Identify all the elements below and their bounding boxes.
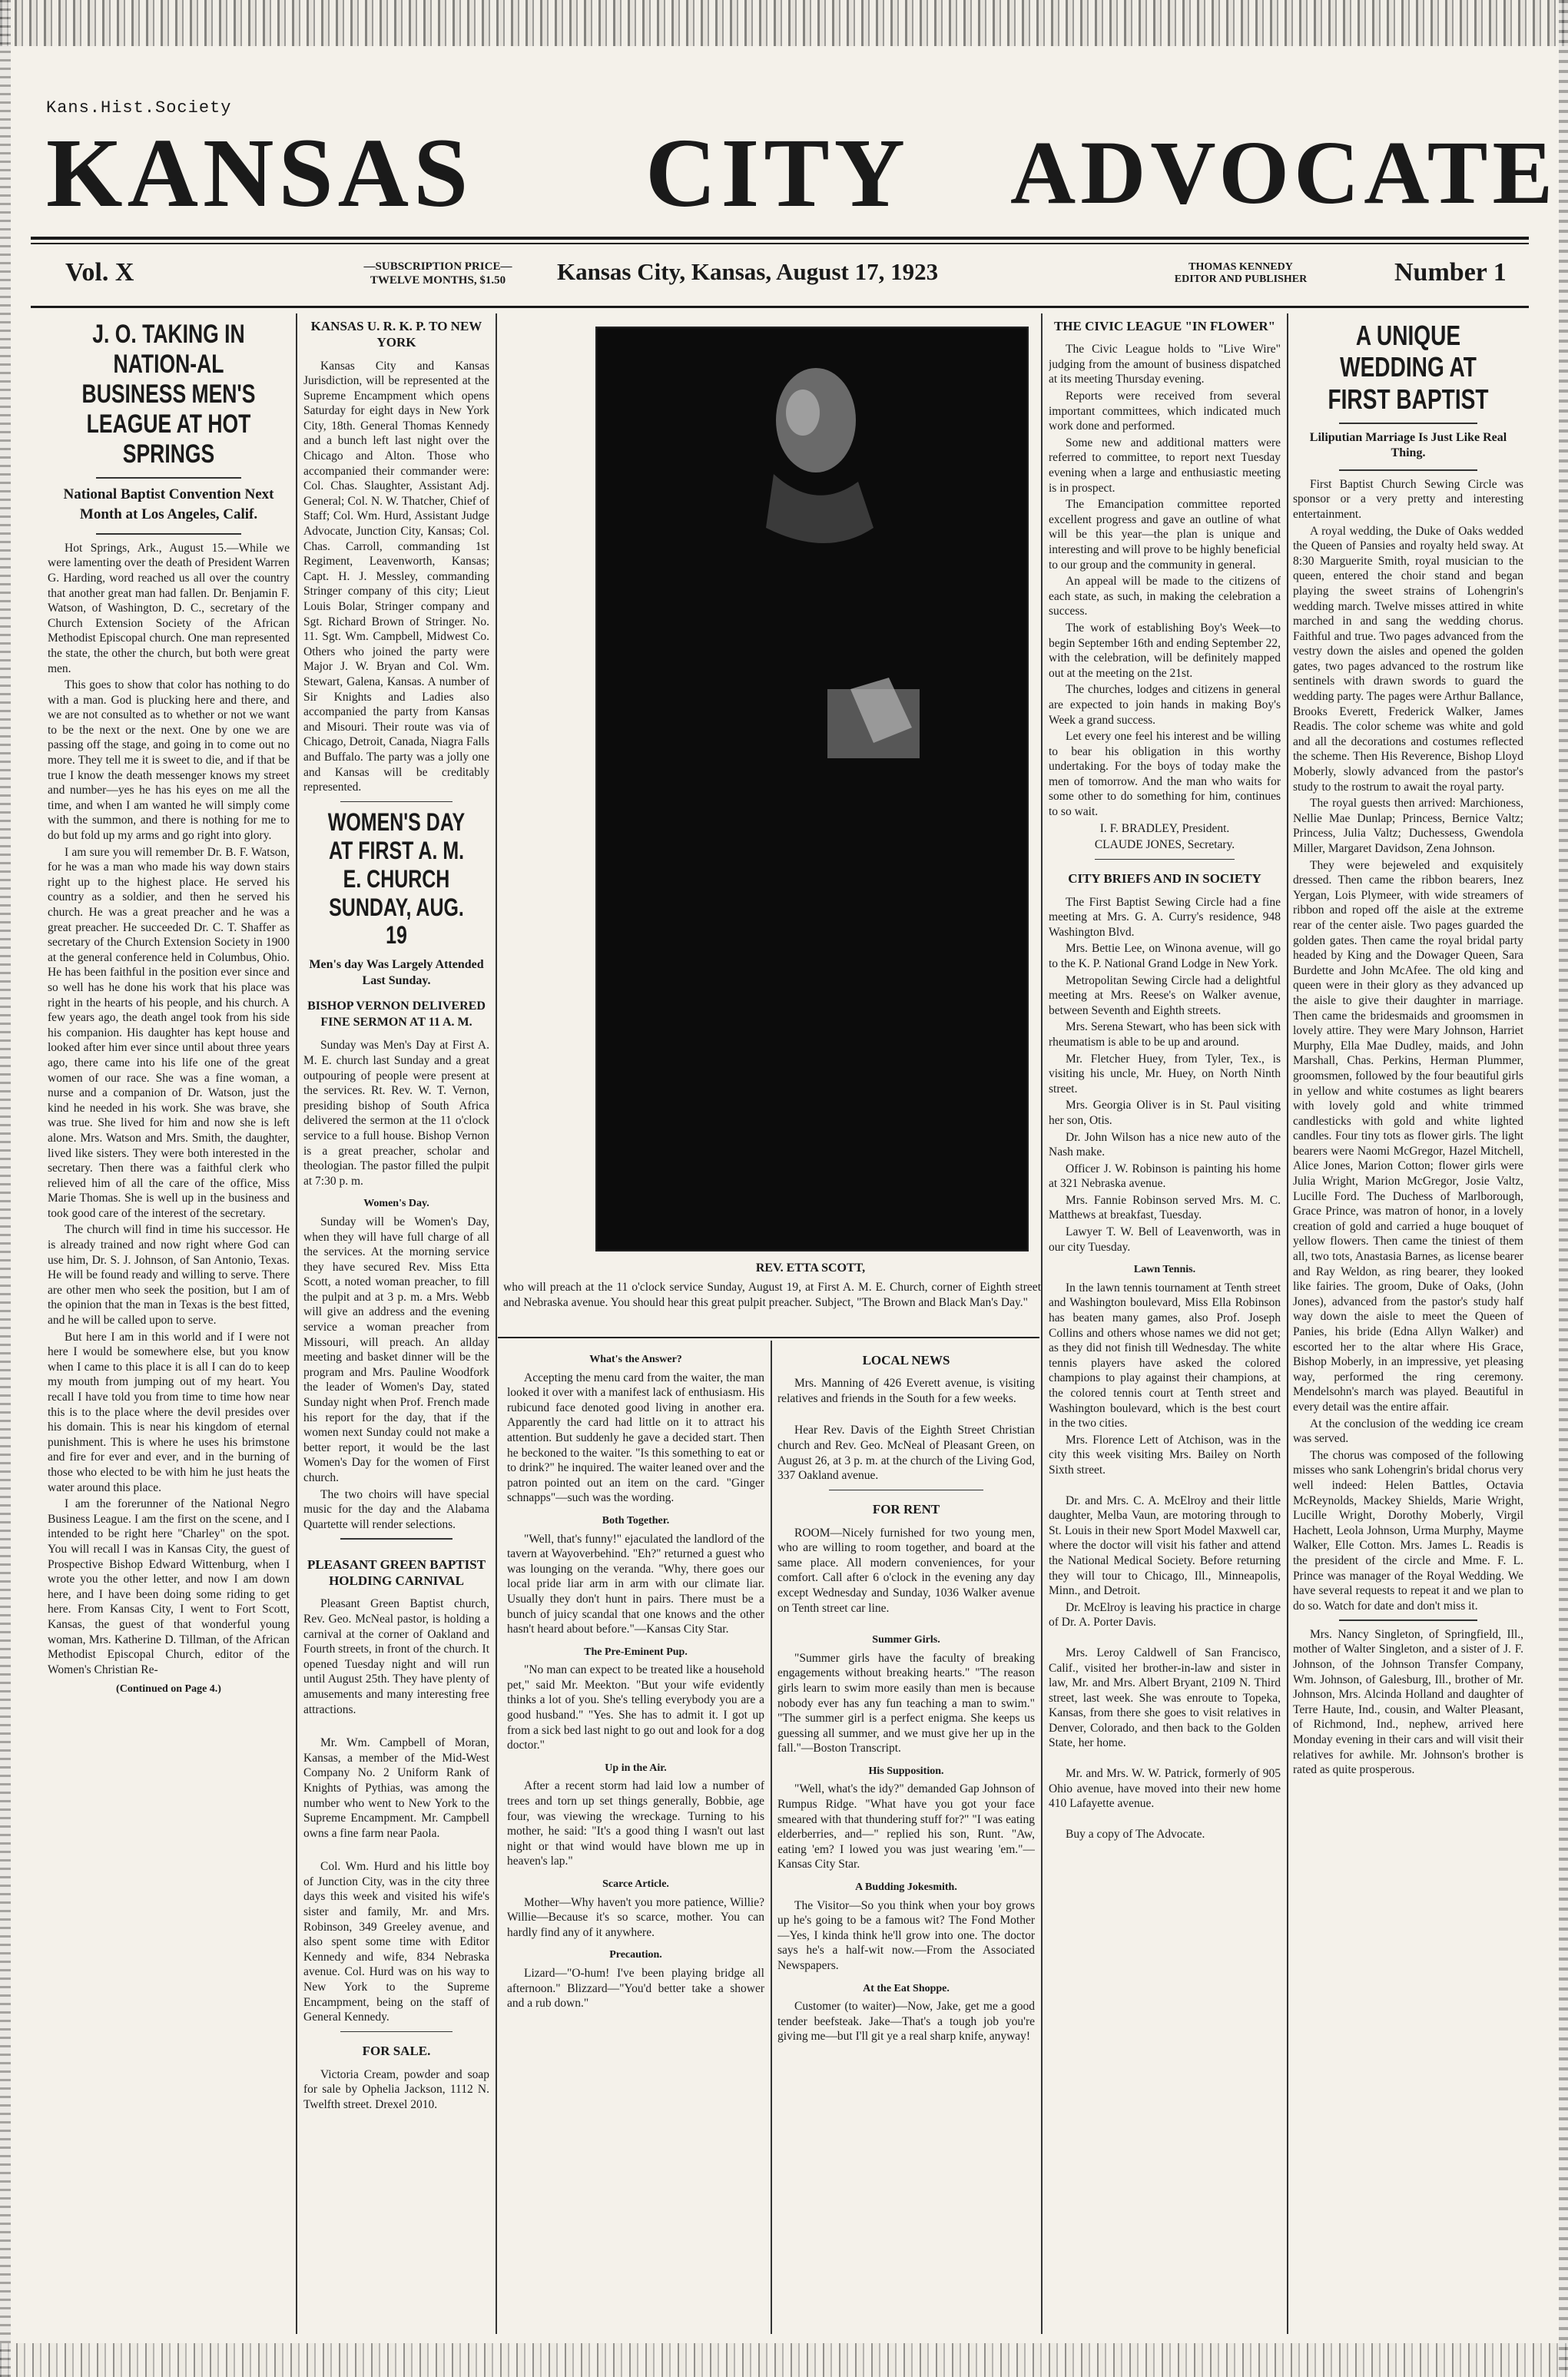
headline-jo-taking: J. O. TAKING IN NATION-AL BUSINESS MEN'S LEAGUE AT HOT SPRINGS (81, 320, 256, 469)
headline-civic-league: THE CIVIC LEAGUE "IN FLOWER" (1053, 319, 1276, 333)
article-paragraph: Dr. McElroy is leaving his practice in charge of Dr. A. Porter Davis. (1049, 1600, 1281, 1629)
scan-edge-top (0, 0, 1568, 46)
photo-caption: REV. ETTA SCOTT, (755, 1261, 866, 1275)
editor-title: EDITOR AND PUBLISHER (1174, 274, 1308, 285)
article-rule (1095, 859, 1234, 860)
column-1 (48, 315, 290, 2336)
column-5 (1049, 315, 1281, 2336)
article-paragraph: At the conclusion of the wedding ice cream was served. (1293, 1417, 1523, 1446)
article-paragraph: Pleasant Green Baptist church, Rev. Geo. McNeal pastor, is holding a carnival at the corner of Oakland and Fourth streets, in front of the church. It opened Tuesday night and will run until August 25th. They have plenty of amusements and many interesting free attractions. (303, 1597, 489, 1716)
article-paragraph: In the lawn tennis tournament at Tenth street and Washington boulevard, Miss Ella Robinson has beaten many games, also Prof. Joseph Collins and others whose names we did not get; as they did not finish till Wednesday. The white tennis players have asked the colored champions to play against their champions, at the colored tennis court at Tenth street and Washington boulevard, which is the best court in the two cities. (1049, 1281, 1281, 1431)
deck-liliputian: Liliputian Marriage Is Just Like Real Thing. (1309, 430, 1507, 460)
article-paragraph: I am sure you will remember Dr. B. F. Watson, for he was a man who made his way down stairs right up to the highest place. He served his country as a soldier, and then he served his church. He was a great preacher and he was a great preacher. He succeeded Dr. C. T. Shaffer as secretary of the Church Extension Society in 1900 at the general conference held in Columbus, Ohio. He has been faithful in the position ever since and so well has he done his work that his place was right in the hearts of his people, and his church. A few years ago, the death angel took from his side his companion. His daughter has kept house and looked after him ever since until about three years ago, there came into his life one of the great women of our race. She was a fine woman, a nurse and a companion of Dr. Watson, just the kind he needed in his work. She was brave, she was true. She lived for him and now she is left alone. Mrs. Watson and Mrs. Smith, the daughter, lived like sisters. They were both interested in the secretary. Then there was a faithful clerk who relieved him of all the care of the office, Miss Marie Thomas. She is well up in the business and took good care of the interest of the secretary. (48, 845, 290, 1220)
article-paragraph: Mrs. Nancy Singleton, of Springfield, Ill., mother of Walter Singleton, and a sister of J. F. Johnson, of the Johnson Transfer Company, Wm. Johnson, of Galesburg, Ill., brother of Mr. Johnson, Mrs. Alcinda Holland and daughter of Terre Haute, Ind., cousin, and Walter Pleasant, of Richmond, Ind., nephew, arrived here Monday evening in their cars and will visit their relatives for awhile. Mr. Johnson's brother is rated as quite prosperous. (1293, 1627, 1523, 1777)
article-paragraph: Victoria Cream, powder and soap for sale by Ophelia Jackson, 1112 N. Twelfth street. Drexel 2010. (303, 2067, 489, 2111)
photo-caption-text: who will preach at the 11 o'clock service Sunday, August 19, at First A. M. E. Church, corner of Eighth street and Nebraska avenue. You should hear this great pulpit preacher. Subject, "The Brown and Black Man's Day." (503, 1281, 1041, 1309)
article-paragraph: Some new and additional matters were referred to committee, to report next Tuesday evening when a large and enthusiastic meeting is in prospect. (1049, 436, 1281, 495)
scan-edge-bottom (0, 2343, 1568, 2377)
deck-rule (1339, 469, 1477, 471)
article-rule (340, 801, 452, 803)
deck-bishop-vernon: BISHOP VERNON DELIVERED FINE SERMON AT 11 A. M. (307, 999, 486, 1029)
item-title: What's the Answer? (589, 1354, 682, 1365)
masthead-rule-top (31, 237, 1529, 240)
item-text: "No man can expect to be treated like a household pet," said Mr. Meekton. "But your wife evidently thinks a lot of you. She's telling everybody you are a good husband." "Yes. She has to admit it. I got up from a sick bed last night to go out and look for a dog doctor." (507, 1663, 764, 1752)
headline-local-news: LOCAL NEWS (862, 1353, 950, 1368)
article-paragraph: Mrs. Manning of 426 Everett avenue, is visiting relatives and friends in the South for a few weeks. (777, 1377, 1035, 1405)
scan-edge-right (1559, 0, 1568, 2377)
item-title: Up in the Air. (605, 1762, 667, 1774)
item-title: Precaution. (609, 1949, 662, 1961)
article-paragraph: The First Baptist Sewing Circle had a fine meeting at Mrs. G. A. Curry's residence, 948 Washington Blvd. (1049, 895, 1281, 939)
column-divider (1287, 313, 1288, 2334)
article-paragraph: Mr. Wm. Campbell of Moran, Kansas, a member of the Mid-West Company No. 2 Uniform Rank of Knights of Pythias, was among the number who went to New York to the Supreme Encampment. Mr. Campbell owns a fine farm near Paola. (303, 1736, 489, 1840)
article-paragraph: Let every one feel his interest and be willing to bear his obligation in this worthy undertaking. For the boys of today make the men of tomorrow. And the man who waits for some other to do something for him, continues to so wait. (1049, 730, 1281, 819)
item-text: Customer (to waiter)—Now, Jake, get me a good tender beefsteak. Jake—That's a tough job you're giving me—but I'll git ye a real sharp knife, anyway! (777, 2000, 1035, 2044)
editor-name: THOMAS KENNEDY (1188, 261, 1293, 273)
headline-for-sale: FOR SALE. (362, 2044, 431, 2059)
column-divider (496, 313, 497, 2334)
item-text: "Well, what's the idy?" demanded Gap Johnson of Rumpus Ridge. "What have you got your face smeared with that thundering stuff for?" "I was eating elderberries, and—" replied his son, Runt. "Aw, eating 'em? I lowed you was just wearing 'em."—Kansas City Star. (777, 1782, 1035, 1871)
article-paragraph: The churches, lodges and citizens in general are expected to join hands in making Boy's Week a grand success. (1049, 683, 1281, 727)
article-paragraph: Sunday was Men's Day at First A. M. E. church last Sunday and a great outpouring of people were present at the services. Rt. Rev. W. T. Vernon, presiding bishop of South Africa delivered the sermon at the 11 o'clock service to a full house. Bishop Vernon is a great preacher, scholar and theologian. The pastor filled the pulpit at 7:30 p. m. (303, 1039, 489, 1188)
info-bar (42, 254, 1533, 300)
headline-unique-wedding: A UNIQUE WEDDING AT FIRST BAPTIST (1328, 320, 1489, 415)
article-paragraph: First Baptist Church Sewing Circle was sponsor or a very pretty and interesting entertainment. (1293, 477, 1523, 521)
item-title: A Budding Jokesmith. (855, 1881, 957, 1894)
article-paragraph: Mr. Fletcher Huey, from Tyler, Tex., is visiting his uncle, Mr. Huey, on North Ninth street. (1049, 1052, 1281, 1096)
article-paragraph: The work of establishing Boy's Week—to begin September 16th and ending September 22, with the celebration, will be definitely mapped out at the meeting on the 21st. (1049, 621, 1281, 680)
item-text: The Visitor—So you think when your boy grows up he's going to be a famous wit? The Fond Mother—Yes, I kinda think he'll grow into one. The doctor says he's a half-wit now.—From the Associated Newspapers. (777, 1898, 1035, 1972)
column-3 (507, 1352, 764, 2336)
deck-mens-day: Men's day Was Largely Attended Last Sunday. (309, 958, 484, 987)
headline-kansas-urkp: KANSAS U. R. K. P. TO NEW YORK (310, 319, 482, 350)
signature-secretary: CLAUDE JONES, Secretary. (1094, 838, 1235, 852)
item-title: The Pre-Eminent Pup. (584, 1646, 688, 1658)
masthead-word-2: CITY (645, 118, 910, 227)
article-paragraph: I am the forerunner of the National Negro Business League. I am the first on the scene, and I intended to be right here "Charley" on the spot. You will recall I was in Kansas City, the guest of Prospective Bishop Edward Wittenburg, when I wrote you the other letter, and now I am down here, and I have been doing some riding to get here. From Kansas City, I went to Fort Scott, Kansas, the guest of that wonderful young woman, Mrs. Katherine D. Tillman, of the African Methodist Episcopal Church, editor of the Women's Christian Re- (48, 1497, 290, 1676)
article-paragraph: Col. Wm. Hurd and his little boy of Junction City, was in the city three days this week and visited his wife's sister and family, Mr. and Mrs. Robinson, 349 Greeley avenue, and also spent some time with Editor Kennedy and wife, 834 Nebraska avenue. Col. Hurd was on his way to New York to the Supreme Encampment, being on the staff of General Kennedy. (303, 1860, 489, 2024)
article-paragraph: Mr. and Mrs. W. W. Patrick, formerly of 905 Ohio avenue, have moved into their new home 410 Lafayette avenue. (1049, 1767, 1281, 1811)
subhead-baptist-convention: National Baptist Convention Next Month at Los Angeles, Calif. (63, 486, 274, 522)
headline-womens-day: WOMEN'S DAY AT FIRST A. M. E. CHURCH SUNDAY, AUG. 19 (327, 808, 466, 950)
headline-rule (1339, 423, 1477, 424)
column-2 (303, 315, 489, 2336)
item-title: Both Together. (602, 1514, 670, 1527)
item-text: Accepting the menu card from the waiter, the man looked it over with a manifest lack of enthusiasm. His rubicund face denoted good living in another era. Apparently the card had little on it to attract his attention. But suddenly he gave a decided start. Then he beckoned to the waiter. "Is this something to eat or to drink?" he inquired. The waiter leaned over and the patron pointed out an item on the card. "Ginger schnapps"—such was the wording. (507, 1371, 764, 1505)
item-title: Scarce Article. (602, 1878, 669, 1890)
infobar-rule (31, 306, 1529, 308)
article-paragraph: The Emancipation committee reported excellent progress and gave an outline of what will be this year—the plan is unique and interesting and will prove to be highly beneficial to our group and the community in general. (1049, 498, 1281, 572)
article-paragraph: ROOM—Nicely furnished for two young men, who are willing to room together, and board at the same place. All modern conveniences, for your comfort. Call after 6 o'clock in the evening any day except Wednesday and Sunday, 1036 Walker avenue on Tenth street car line. (777, 1526, 1035, 1615)
portrait-photo (595, 327, 1029, 1251)
item-text: After a recent storm had laid low a number of trees and torn up set things generally, Bobbie, age four, was viewing the wreckage. Turning to his mother, he said: "It's a good thing I wasn't out last night or that wind would have blown me up in heaven's lap." (507, 1779, 764, 1868)
subhead-rule (96, 533, 241, 535)
column-divider (771, 1341, 772, 2334)
article-paragraph: Officer J. W. Robinson is painting his home at 321 Nebraska avenue. (1049, 1162, 1281, 1191)
article-paragraph: Mrs. Serena Stewart, who has been sick with rheumatism is able to be up and around. (1049, 1020, 1281, 1049)
subhead-womens-day: Women's Day. (363, 1198, 429, 1210)
issue-number: Number 1 (1394, 258, 1507, 287)
article-paragraph: The Civic League holds to "Live Wire" judging from the amount of business dispatched at its meeting Thursday evening. (1049, 343, 1281, 386)
photo-text-rule (498, 1337, 1039, 1338)
article-paragraph: Mrs. Leroy Caldwell of San Francisco, Calif., visited her brother-in-law and sister in law, Mr. and Mrs. Albert Bryant, 2109 N. Third street, last week. She was enroute to Topeka, Kansas, from there she goes to visit relatives in Denver, Colorado, and then back to the Golden State, her home. (1049, 1646, 1281, 1750)
article-paragraph: They were bejeweled and exquisitely dressed. Then came the ribbon bearers, Inez Yergan, Lois Plymeer, with wide streamers of ribbon and roped off the aisle at the extreme rear of the center aisle. Two pages guarded the golden gates. Then came the royal bridal party headed by King and the Dowager Queen, Sara Burdette and John McAfee. The old king and queen were in their glory as they advanced up the aisle to give their daughter in marriage. Then came the bridesmaids and groomsmen in lovely attire. They were Mary Johnson, Harriet Murphy, Ella Mae Dudley, maids, and John Marshall, Chas. Perkins, Herman Plummer, groomsmen, followed by the four beautiful girls in yellow and white costumes as light bearers with lovely gold and white trimmed candlesticks with gold and white lighted candles. Four tiny tots as flower girls. The light bearers were Naomi McGregor, Hazel Mitchell, Alice Jones, Marion Cotton; flower girls were Julia Wright, Marion McGregor, Josie Valtz, Lucille Ford. The Duchess of Marlborough, Grace Prince, was matron of honor, in a lovely creation of gold and carried a huge bouquet of yellow flowers. Then came the tiniest of them all, two tots, Anastasia Barnes, as license bearer and Ray Weldon, as ring bearer, they looked like fairies. The groom, Duke of Oaks, (John Jones), advanced from the pastor's study half way down the aisle to meet the Queen of Panies, his bride (Edna Allyn Walker) and escorted her to the altar where His Grace, Bishop Moberly, in an impressive, yet pleasing way, performed the ring ceremony. Mendelsohn's march was played. Beautiful in every detail was the entire affair. (1293, 858, 1523, 1414)
masthead-word-3: ADVOCATE (1010, 122, 1558, 223)
masthead-word-1: KANSAS (46, 118, 473, 227)
item-title: His Supposition. (868, 1765, 944, 1777)
portrait-figure (597, 328, 1027, 1250)
column-divider (1041, 313, 1043, 2334)
article-paragraph: A royal wedding, the Duke of Oaks wedded the Queen of Pansies and royalty held sway. At 8:30 Marguerite Smith, royal musician to the queen, entered the choir stand and began playing the sweet strains of Lohengrin's wedding march. Twelve misses attired in white marched in and sang the wedding chorus. Faithful and true. Two pages advanced from the vestry down the aisles and opened the golden gates, two pages advanced to the rostrum like sentinels with drawn swords to guard the wedding party. The pages were Arthur Ballance, Brooks Everett, Frederick Walker, James Readis. The color scheme was white and gold and all the decorations and costumes reflected the scheme. Then His Reverence, Bishop Lloyd Moberly, slowly advanced from the pastor's study to the rostrum to await the royal party. (1293, 524, 1523, 794)
subhead-lawn-tennis: Lawn Tennis. (1133, 1264, 1196, 1276)
item-text: Mother—Why haven't you more patience, Willie? Willie—Because it's so scarce, mother. You can hardly find any of it anywhere. (507, 1895, 764, 1939)
headline-rule (96, 477, 241, 479)
article-paragraph: Sunday will be Women's Day, when they will have full charge of all the services. At the morning service they have secured Rev. Miss Etta Scott, a noted woman preacher, to fill the pulpit and at 3 p. m. a Mrs. Webb will give an address and the evening service a woman preacher from Missouri, will preach. An allday meeting and basket dinner will be the program and Mrs. Pauline Woodfork the leader of Women's Day, stated Sunday night when Prof. French made his report for the day, that if the women next Sunday could not make a better report, it would be the last Women's Day for the women of First church. (303, 1215, 489, 1485)
article-paragraph: This goes to show that color has nothing to do with a man. God is plucking here and there, and we are not consulted as to whether or not we want to be the next or the next. One by one we are passing off the stage, and going in to come out no more. They tell me it is sweet to die, and if that be true I know the death messenger knows my street and number—yes he has his eyes on me all the time, and when I am wanted he will simply come with the summon, and there is nothing for me to do but fold up my arms and go right into glory. (48, 678, 290, 843)
masthead (46, 115, 1558, 230)
scan-edge-left (0, 0, 11, 2377)
article-rule (340, 1538, 452, 1540)
article-paragraph: Mrs. Fannie Robinson served Mrs. M. C. Matthews at breakfast, Tuesday. (1049, 1193, 1281, 1222)
article-paragraph: Metropolitan Sewing Circle had a delightful meeting at Mrs. Reese's on Walker avenue, between Seventh and Eighth streets. (1049, 973, 1281, 1017)
item-text: "Summer girls have the faculty of breaking engagements without breaking hearts." "The reason girls learn to swim more easily than men is because nobody ever has any fun teaching a man to swim." "The summer girl is a perfect enigma. She keeps us guessing all summer, and we must give her up in the fall."—Boston Transcript. (777, 1651, 1035, 1755)
article-rule (340, 2031, 452, 2033)
subscription-price (342, 260, 534, 287)
price-line-2: TWELVE MONTHS, $1.50 (370, 274, 506, 287)
article-paragraph: Mrs. Florence Lett of Atchison, was in the city this week visiting Mrs. Bailey on North Sixth street. (1049, 1433, 1281, 1477)
article-paragraph: Mrs. Georgia Oliver is in St. Paul visiting her son, Otis. (1049, 1099, 1281, 1127)
volume-label: Vol. X (65, 258, 134, 287)
article-paragraph: Buy a copy of The Advocate. (1066, 1827, 1205, 1841)
signature-president: I. F. BRADLEY, President. (1099, 821, 1230, 835)
headline-pleasant-green: PLEASANT GREEN BAPTIST HOLDING CARNIVAL (307, 1556, 486, 1589)
masthead-rule-thin (31, 243, 1529, 244)
article-paragraph: Mrs. Bettie Lee, on Winona avenue, will go to the K. P. National Grand Lodge in New York. (1049, 942, 1281, 970)
continued-note: (Continued on Page 4.) (116, 1683, 221, 1696)
article-rule (829, 1490, 983, 1491)
item-text: Lizard—"O-hum! I've been playing bridge all afternoon." Blizzard—"You'd better take a shower and a rub down." (507, 1966, 764, 2011)
price-line-1: —SUBSCRIPTION PRICE— (363, 260, 512, 273)
column-6 (1293, 315, 1523, 2336)
headline-for-rent: FOR RENT (872, 1502, 940, 1517)
article-paragraph: Kansas City and Kansas Jurisdiction, will be represented at the Supreme Encampment which opens Saturday for eight days in New York City, 18th. General Thomas Kennedy and a bunch left last night over the Chicago and Alton. Those who accompanied their commander were: Col. Chas. Slaughter, Assistant Adj. General; Col. N. W. Thatcher, Chief of Staff; Col. Wm. Hurd, Assistant Judge Advocate, Junction City, Kansas; Col. Chas. Carroll, commanding 1st Regiment, Leavenworth, Kansas; Capt. H. J. Messley, commanding Stringer company of this city; Lieut Louis Bolar, Stringer company and Sgt. Richard Brown of Stringer. No. 11. Sgt. Wm. Campbell, Midwest Co. Others who joined the party were Major J. W. Bryan and Col. Wm. Stewart, Galena, Kansas. A number of Sir Knights and Ladies also accompanied the party from Kansas and Misouri. Their route was via of Chicago, Detroit, Canada, Niagra Falls and Buffalo. The party was a jolly one and Kansas will be creditably represented. (303, 359, 489, 794)
dateline: Kansas City, Kansas, August 17, 1923 (557, 258, 939, 285)
column-divider (296, 313, 297, 2334)
article-paragraph: Hear Rev. Davis of the Eighth Street Christian church and Rev. Geo. McNeal of Pleasant Green, on August 26, at 3 p. m. at the church of the Living God, 337 Oakland avenue. (777, 1424, 1035, 1483)
article-paragraph: Lawyer T. W. Bell of Leavenworth, was in our city Tuesday. (1049, 1225, 1281, 1254)
article-paragraph: Reports were received from several important committees, which indicated much work done and performed. (1049, 390, 1281, 433)
article-paragraph: An appeal will be made to the citizens of each state, as such, in making the celebration a success. (1049, 575, 1281, 618)
editor-credit (1125, 261, 1356, 286)
article-paragraph: The royal guests then arrived: Marchioness, Nellie Mae Dunlap; Princess, Bernice Valtz; Princess, Julia Valtz; Duchessess, Gwendola Miller, Margaret Davidson, Zena Johnson. (1293, 797, 1523, 856)
article-paragraph: Hot Springs, Ark., August 15.—While we were lamenting over the death of President Warren G. Harding, word reached us all over the country that another great man had fallen. Dr. Benjamin F. Watson, of Washington, D. C., secretary of the Church Extension Society of the African Methodist Episcopal church. One man represented the state, the other the church, but both were great men. (48, 541, 290, 675)
article-paragraph: The two choirs will have special music for the day and the Alabama Quartette will render selections. (303, 1487, 489, 1531)
article-paragraph: The chorus was composed of the following misses who sank Lohengrin's bridal chorus very well indeed: Helen Battles, Octavia McReynolds, Mackey Shields, Marie Wright, Lucille Wright, Dorothy Moberly, Virgil Hachett, Leola Johnson, Urma Murphy, Mayme Walker, Elle Cotton. Mrs. James L. Readis is the president of the circle and Mme. F. L. Prince was manager of the Royal Wedding. We have several requests to repeat it and we plan to do so. Watch for date and don't miss it. (1293, 1448, 1523, 1613)
item-text: "Well, that's funny!" ejaculated the landlord of the tavern at Wayoverbehind. "Eh?" returned a guest who was lounging on the veranda. "Why, there goes our local pride liar arm in arm with our climate liar. Usually they don't hunt in pairs. There must be a bunch of juicy scandal that one knows and the other hasn't heard about before."—Kansas City Star. (507, 1532, 764, 1636)
article-paragraph: Dr. and Mrs. C. A. McElroy and their little daughter, Melba Vaun, are motoring through to St. Louis in their new Sport Model Maxwell car, where the doctor will visit his father and attend the National Medical Society. Before returning they will tour to Chicago, Ill., Minneapolis, Minn., and Detroit. (1049, 1493, 1281, 1598)
article-rule (1339, 1619, 1477, 1621)
headline-city-briefs: CITY BRIEFS AND IN SOCIETY (1068, 871, 1261, 887)
article-paragraph: The church will find in time his successor. He is already trained and now right where God can use him, Dr. S. J. Johnson, of San Antonio, Texas. He will be found ready and willing to serve. There are other men who seek the position, but I am of the opinion that the man in Texas is the best fitted, and he will be called upon to serve. (48, 1223, 290, 1328)
article-paragraph: Dr. John Wilson has a nice new auto of the Nash make. (1049, 1130, 1281, 1159)
column-4 (777, 1352, 1035, 2336)
library-stamp: Kans.Hist.Society (46, 98, 232, 118)
item-title: Summer Girls. (872, 1634, 940, 1646)
article-paragraph: But here I am in this world and if I were not here I would be somewhere else, but you know when I came to this place it is all I can do to keep my mouth from jumping out of my heart. You recall I have told you from time to time how near this is to the place where the devil presides over his domain. This is near his kingdom of eternal punishment. This is where he uses his brimstone and fire for ever and ever, and in the burning of those who elected to be with him he just heats the water around this place. (48, 1330, 290, 1494)
item-title: At the Eat Shoppe. (863, 1982, 950, 1994)
